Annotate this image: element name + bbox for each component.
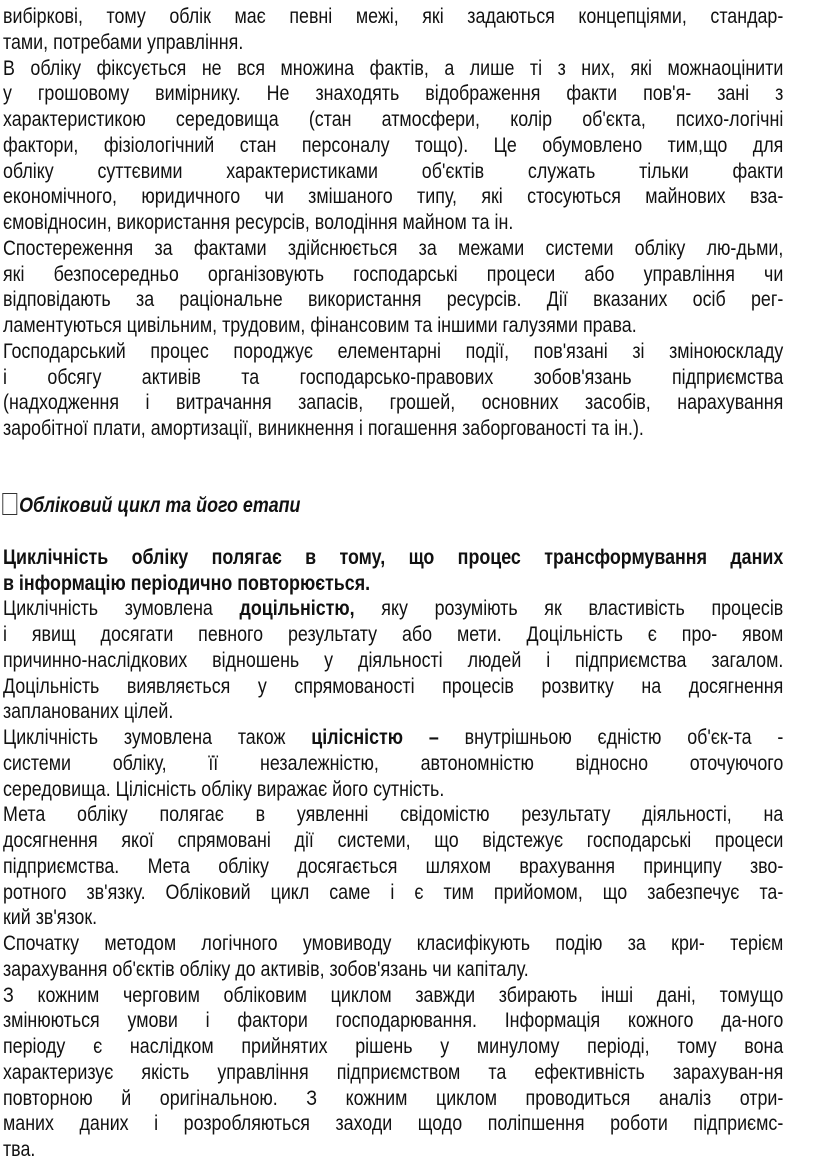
text-run: Мета обліку полягає в уявленні свідомістю результату діяльності, на [3, 803, 784, 827]
text-line [3, 107, 783, 133]
text-line [3, 725, 783, 751]
blank-line [3, 519, 783, 545]
text-run: системи обліку, її незалежністю, автономністю відносно оточуючого [3, 751, 784, 775]
text-run: Спочатку методом логічного умовиводу класифікують подію за кри- терієм [3, 932, 784, 955]
text-run: які безпосередньо організовують господарські процеси або управління чи [3, 262, 784, 286]
text-line [3, 957, 783, 983]
text-run: підприємства. Мета обліку досягається шляхом врахування принципу зво- [3, 854, 784, 878]
text-run: причинно-наслідкових відношень у діяльності людей і підприємства загалом. [3, 648, 784, 672]
bold-term: доцільністю, [239, 597, 355, 621]
text-run: Циклічність зумовлена [3, 597, 240, 621]
blank-line [3, 468, 783, 494]
section-heading-text: Обліковий цикл та його етапи [19, 494, 301, 518]
text-line [3, 854, 783, 880]
text-run: Господарський процес породжує елементарні події, пов'язані зі зміноюскладу [3, 339, 784, 363]
document-page [3, 4, 783, 1163]
text-run: внутрішньою єдністю об'єк-та - [438, 726, 784, 749]
paragraph [3, 596, 783, 725]
text-run: (надходження і витрачання запасів, грошей, основних засобів, нарахування [3, 391, 784, 415]
text-line [3, 56, 783, 82]
text-line [3, 983, 783, 1009]
text-run: В обліку фіксується не вся множина фактів, а лише ті з них, які можнаоцінити [3, 56, 784, 80]
text-run: Спостереження за фактами здійснюється за межами системи обліку лю-дьми, [3, 236, 784, 260]
text-line [3, 648, 783, 674]
text-line [3, 1034, 783, 1060]
text-run: вибіркові, тому облік має певні межі, які задаються концепціями, стандар- [3, 5, 784, 28]
text-line [3, 545, 783, 571]
text-line [3, 880, 783, 906]
text-run: яку розуміють як властивість процесів [354, 597, 784, 621]
text-run: і явищ досягати певного результату або мети. Доцільність є про- явом [3, 623, 784, 646]
text-line [3, 339, 783, 365]
text-line [3, 905, 783, 931]
text-run: Доцільність виявляється у спрямованості процесів розвитку на досягнення [3, 674, 784, 698]
text-line [3, 571, 783, 597]
text-run: фактори, фізіологічний стан персоналу тощо). Це обумовлено тим,що для [3, 133, 784, 157]
missing-glyph-box-icon [2, 493, 17, 515]
text-line [3, 30, 783, 56]
text-line [3, 133, 783, 159]
text-line [3, 1008, 783, 1034]
paragraph [3, 4, 783, 56]
text-run: відповідають за раціональне використання ресурсів. Дії вказаних осіб рег- [3, 288, 784, 312]
text-line [3, 390, 783, 416]
text-line [3, 416, 783, 442]
text-line [3, 1060, 783, 1086]
text-run: обліку суттєвими характеристиками об'єктів служать тільки факти [3, 159, 784, 183]
text-run: в інформацію періодично повторюється. [3, 571, 371, 595]
text-line [3, 1137, 783, 1163]
text-line [3, 622, 783, 648]
text-run: характеризує якість управління підприємством та ефективність зарахуван-ня [3, 1060, 784, 1084]
text-run: досягнення якої спрямовані дії системи, що відстежує господарські процеси [3, 829, 784, 852]
paragraph [3, 56, 783, 236]
text-run: характеристикою середовища (стан атмосфери, колір об'єкта, психо-логічні [3, 108, 784, 131]
text-run: ротного зв'язку. Обліковий цикл саме і є тим прийомом, що забезпечує та- [3, 880, 784, 904]
text-line [3, 1111, 783, 1137]
text-run: маних даних і розробляються заходи щодо поліпшення роботи підприємс- [3, 1112, 784, 1136]
text-line [3, 674, 783, 700]
text-run: змінюються умови і фактори господарювання. Інформація кожного да-ного [3, 1009, 784, 1033]
paragraph [3, 983, 783, 1163]
text-run: періоду є наслідком прийнятих рішень у минулому періоді, тому вона [3, 1035, 784, 1058]
text-run: кий зв'язок. [3, 906, 98, 930]
paragraph [3, 236, 783, 339]
text-line [3, 184, 783, 210]
blank-line [3, 442, 783, 468]
text-run: запланованих цілей. [3, 700, 174, 724]
text-run: Циклічність зумовлена також [3, 726, 312, 749]
text-line [3, 81, 783, 107]
text-line [3, 210, 783, 236]
text-run: економічного, юридичного чи змішаного типу, які стосуються майнових вза- [3, 185, 784, 209]
text-line [3, 751, 783, 777]
text-run: заробітної плати, амортизації, виникнення і погашення заборгованості та ін.). [3, 417, 644, 440]
text-run: зарахування об'єктів обліку до активів, зобов'язань чи капіталу. [3, 957, 529, 981]
text-run: ламентуються цивільним, трудовим, фінансовим та іншими галузями права. [3, 314, 637, 337]
text-run: ємовідносин, використання ресурсів, володіння майном та ін. [3, 211, 514, 234]
text-line [3, 4, 783, 30]
text-line [3, 931, 783, 957]
text-run: тва. [3, 1138, 36, 1161]
text-run: і обсягу активів та господарсько-правових зобов'язань підприємства [3, 365, 784, 389]
text-line [3, 699, 783, 725]
text-line [3, 287, 783, 313]
text-line [3, 313, 783, 339]
text-line [3, 802, 783, 828]
text-line [3, 262, 783, 288]
paragraph [3, 339, 783, 442]
section-heading [3, 493, 783, 519]
text-run: тами, потребами управління. [3, 30, 244, 54]
text-line [3, 828, 783, 854]
text-run: З кожним черговим обліковим циклом завжди збирають інші дані, томущо [3, 983, 784, 1007]
bold-paragraph [3, 545, 783, 597]
bold-term: цілісністю – [311, 726, 439, 749]
text-run: середовища. Цілісність обліку виражає його сутність. [3, 777, 445, 801]
paragraph [3, 725, 783, 802]
paragraph [3, 802, 783, 931]
text-run: повторною й оригінальною. З кожним циклом проводиться аналіз отри- [3, 1086, 784, 1110]
text-line [3, 1086, 783, 1112]
text-line [3, 596, 783, 622]
paragraph [3, 931, 783, 983]
text-run: Циклічність обліку полягає в тому, що процес трансформування даних [3, 545, 784, 569]
text-run: у грошовому вимірнику. Не знаходять відображення факти пов'я- зані з [3, 82, 784, 106]
text-line [3, 365, 783, 391]
text-line [3, 777, 783, 803]
text-line [3, 236, 783, 262]
text-line [3, 159, 783, 185]
